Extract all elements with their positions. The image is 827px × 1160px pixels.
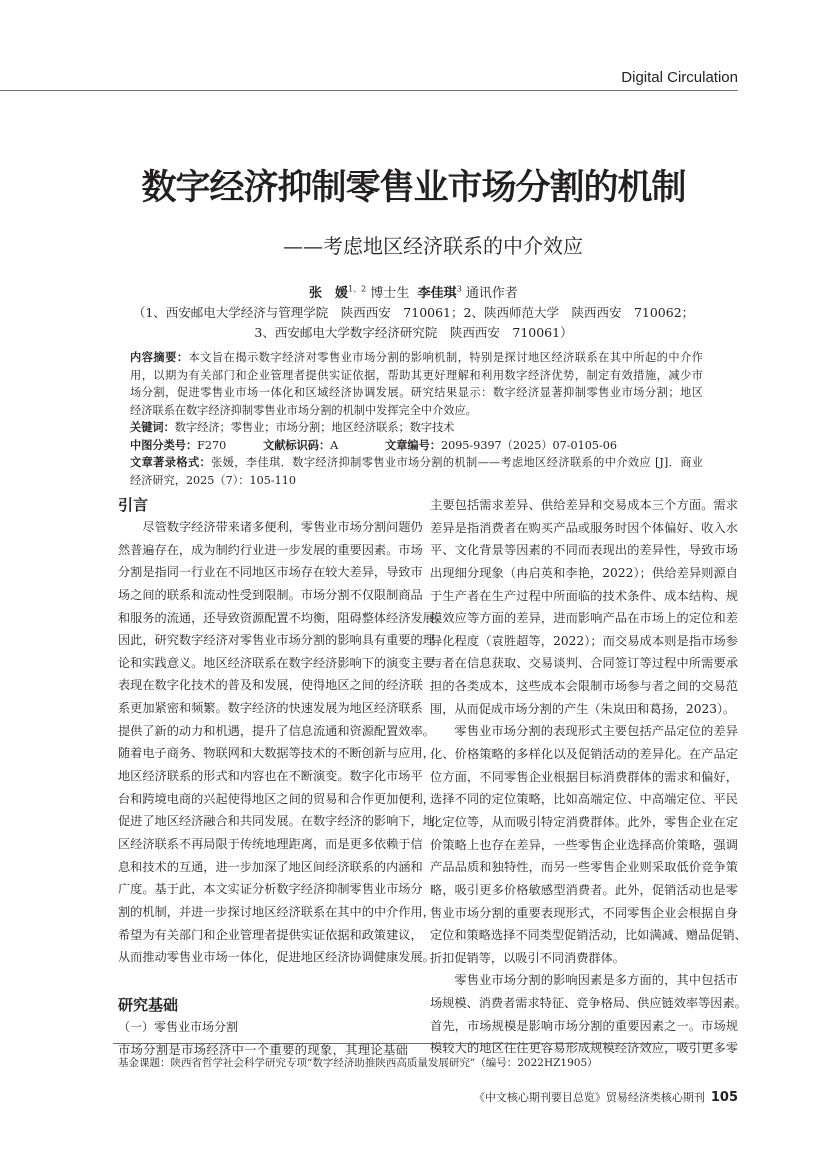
article-title: 数字经济抑制零售业市场分割的机制	[141, 168, 686, 208]
body-text-line: 台和跨境电商的兴起使得地区之间的贸易和合作更加便利，	[118, 791, 435, 806]
abstract-text: 经济联系在数字经济抑制零售业市场分割的机制中发挥完全中介效应。	[130, 403, 477, 417]
citation-text: 张媛，李佳琪．数字经济抑制零售业市场分割的机制——考虑地区经济联系的中介效应 [J]．商业	[211, 456, 703, 469]
body-text-line: 系更加紧密和频繁。数字经济的快速发展为地区经济联系	[118, 701, 423, 716]
section-heading-intro: 引言	[118, 496, 149, 514]
body-text-line: 市场分割是市场经济中一个重要的现象，其理论基础	[118, 1043, 408, 1057]
body-text-line: 和服务的流通，还导致资源配置不均衡，阻碍整体经济发展。	[118, 610, 448, 625]
author-affil-mark: 3	[456, 284, 462, 294]
body-text-line: 分割是指同一行业在不同地区市场存在较大差异，导致市	[118, 565, 423, 580]
author-name: 张 媛	[309, 286, 349, 301]
body-text-line: 异化程度（袁胜超等，2022）；而交易成本则是指市场参	[430, 633, 738, 648]
author-line	[0, 282, 827, 301]
header-rule	[0, 90, 738, 91]
body-text-line: 表现在数字化技术的普及和发展，使得地区之间的经济联	[118, 678, 423, 693]
body-text-line: 论和实践意义。地区经济联系在数字经济影响下的演变主要	[118, 655, 435, 670]
abstract-block	[130, 349, 703, 489]
abstract-label: 内容摘要：	[130, 351, 189, 364]
body-text-line: 因此，研究数字经济对零售业市场分割的影响具有重要的理	[118, 633, 435, 648]
body-text-line: 平、文化背景等因素的不同而表现出的差异性，导致市场	[430, 543, 738, 558]
body-text-line: 提供了新的动力和机遇，提升了信息流通和资源配置效率。	[118, 723, 435, 738]
body-text-line: 区经济联系不再局限于传统地理距离，而是更多依赖于信	[118, 836, 423, 851]
abstract-text: 用，以期为有关部门和企业管理者提供实证依据，帮助其更好理解和利用数字经济优势，制定有效措施，减少市	[130, 368, 703, 382]
body-text-line: 出现细分现象（冉启英和李艳，2022）；供给差异则源自	[430, 565, 738, 580]
body-text-line: 息和技术的互通，进一步加深了地区间经济联系的内涵和	[118, 859, 423, 874]
body-text-line: 与者在信息获取、交易谈判、合同签订等过程中所需要承	[430, 656, 738, 671]
body-text-line: 化定位等，从而吸引特定消费群体。此外，零售企业在定	[430, 814, 738, 829]
keywords: 数字经济；零售业；市场分割；地区经济联系；数字技术	[174, 421, 455, 434]
body-text-line: 选择不同的定位策略，比如高端定位、中高端定位、平民	[430, 792, 738, 807]
right-column	[430, 494, 747, 1060]
left-column	[118, 516, 448, 969]
body-text-line: 模较大的地区往往更容易形成规模经济效应，吸引更多零	[430, 1041, 738, 1056]
affiliation: 3、西安邮电大学数字经济研究院 陕西西安 710061）	[254, 325, 573, 340]
article-no-label: 文章编号：	[385, 438, 441, 452]
affiliation: （1、西安邮电大学经济与管理学院 陕西西安 710061；2、陕西师范大学 陕西西安 710062；	[132, 305, 695, 320]
body-text-line: 主要包括需求差异、供给差异和交易成本三个方面。需求	[430, 498, 738, 512]
body-text-line: 差异是指消费者在购买产品或服务时因个体偏好、收入水	[430, 520, 738, 535]
journal-note: 《中文核心期刊要目总览》贸易经济类核心期刊	[473, 1091, 705, 1104]
doc-code-label: 文献标识码：	[263, 438, 331, 452]
body-text-line: 零售业市场分割的影响因素是多方面的，其中包括市	[454, 973, 738, 988]
body-text-line: 模效应等方面的差异，进而影响产品在市场上的定位和差	[430, 611, 738, 626]
body-text-line: 产品品质和独特性，而另一些零售企业则采取低价竞争策	[430, 860, 738, 875]
footnote-rule	[113, 1043, 713, 1044]
article-no-value: 2095-9397（2025）07-0105-06	[440, 438, 618, 452]
body-text-line: 于生产者在生产过程中所面临的技术条件、成本结构、规	[430, 588, 738, 603]
body-text-line: 尽管数字经济带来诸多便利，零售业市场分割问题仍	[142, 520, 423, 534]
funding-footnote: 基金课题：陕西省哲学社会科学研究专项“数字经济助推陕西高质量发展研究”（编号：2022HZ1905）	[118, 1057, 598, 1069]
body-text-line: 随着电子商务、物联网和大数据等技术的不断创新与应用，	[118, 746, 435, 761]
running-header: Digital Circulation	[621, 69, 738, 86]
body-text-line: 围，从而促成市场分割的产生（朱岚田和葛扬，2023）。	[430, 701, 736, 716]
abstract-text: 本文旨在揭示数字经济对零售业市场分割的影响机制，特别是探讨地区经济联系在其中所起的中介作	[188, 351, 703, 364]
page-footer	[474, 1089, 738, 1105]
body-text-line: 从而推动零售业市场一体化，促进地区经济协调健康发展。	[118, 950, 435, 965]
keywords-label: 关键词：	[130, 421, 175, 434]
body-text-line: 希望为有关部门和企业管理者提供实证依据和政策建议，	[118, 927, 423, 942]
body-text-line: 零售业市场分割的表现形式主要包括产品定位的差异	[454, 724, 738, 739]
body-text-line: 担的各类成本，这些成本会限制市场参与者之间的交易范	[430, 679, 738, 694]
body-text-line: 地区经济联系的形式和内容也在不断演变。数字化市场平	[118, 769, 423, 784]
abstract-text: 场分割，促进零售业市场一体化和区域经济协调发展。研究结果显示：数字经济显著抑制零售业市场分割；地区	[130, 386, 703, 399]
body-text-line: 场规模、消费者需求特征、竞争格局、供应链效率等因素。	[430, 996, 747, 1011]
body-text-line: 折扣促销等，以吸引不同消费群体。	[430, 950, 625, 965]
body-text-line: 场之间的联系和流动性受到限制。市场分割不仅限制商品	[118, 587, 423, 602]
author-name: 李佳琪	[417, 286, 457, 301]
body-text-line: 价策略上也存在差异，一些零售企业选择高价策略，强调	[430, 837, 738, 852]
page-number: 105	[710, 1090, 738, 1105]
body-text-line: 定位和策略选择不同类型促销活动，比如满减、赠品促销、	[430, 928, 747, 943]
doc-code-value: A	[330, 438, 339, 452]
body-text-line: 位方面，不同零售企业根据目标消费群体的需求和偏好，	[430, 769, 738, 784]
body-text-line: 割的机制，并进一步探讨地区经济联系在其中的中介作用，	[118, 904, 435, 919]
body-text-line: 略，吸引更多价格敏感型消费者。此外，促销活动也是零	[430, 882, 738, 897]
body-text-line: 化、价格策略的多样化以及促销活动的差异化。在产品定	[430, 747, 738, 762]
section-heading-basis: 研究基础	[118, 996, 179, 1014]
clc-value: F270	[197, 438, 227, 452]
body-text-line: 促进了地区经济融合和共同发展。在数字经济的影响下，地	[118, 814, 435, 829]
author-affil-mark: 1、2	[348, 284, 367, 294]
citation-label: 文章著录格式：	[130, 456, 212, 469]
author-role: 博士生	[370, 286, 410, 301]
body-text-line: 首先，市场规模是影响市场分割的重要因素之一。市场规	[430, 1018, 738, 1033]
subsection-heading: （一）零售业市场分割	[118, 1020, 239, 1034]
citation-text: 经济研究，2025（7）：105-110	[130, 473, 296, 487]
article-subtitle: ——考虑地区经济联系的中介效应	[283, 234, 583, 258]
author-role: 通讯作者	[465, 286, 518, 301]
body-text-line: 广度。基于此，本文实证分析数字经济抑制零售业市场分	[118, 882, 423, 897]
clc-label: 中图分类号：	[130, 438, 198, 452]
body-text-line: 售业市场分割的重要表现形式，不同零售企业会根据自身	[430, 905, 738, 920]
body-text-line: 然普遍存在，成为制约行业进一步发展的重要因素。市场	[118, 542, 423, 557]
